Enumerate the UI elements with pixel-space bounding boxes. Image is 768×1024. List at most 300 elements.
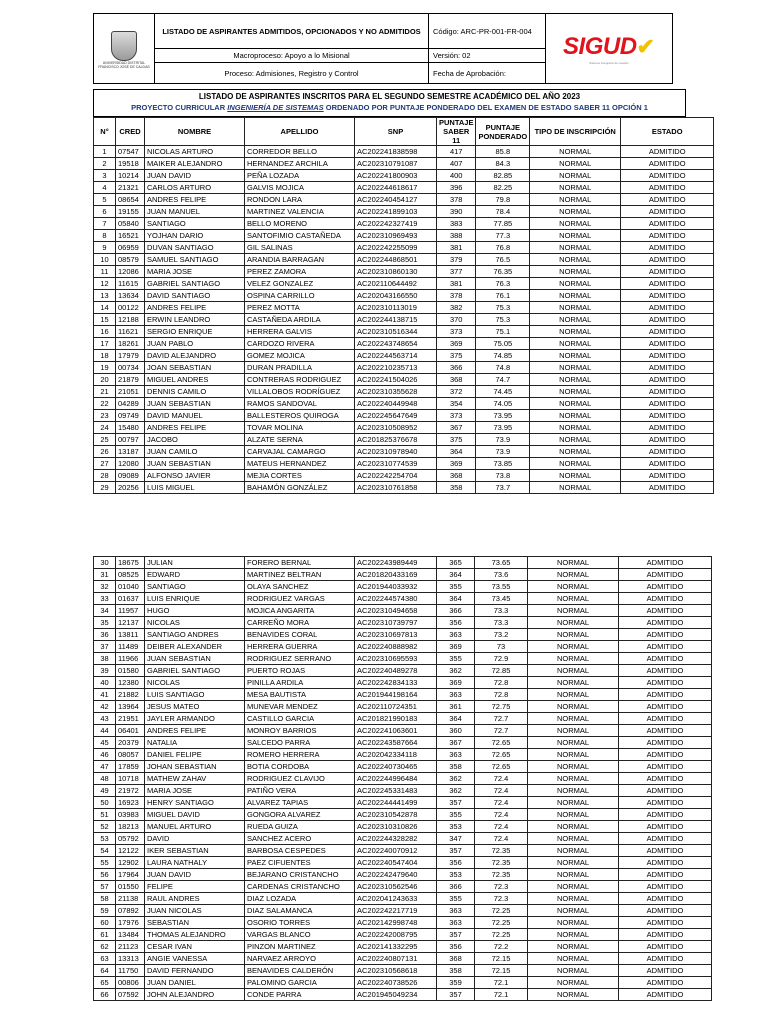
weighted-score: 72.7 <box>475 713 528 725</box>
status: ADMITIDO <box>619 665 712 677</box>
status: ADMITIDO <box>621 470 714 482</box>
cred: 18675 <box>116 557 145 569</box>
snp: AC202244441499 <box>355 797 437 809</box>
first-name: ANGIE VANESSA <box>145 953 245 965</box>
approval-date: Fecha de Aprobación: <box>429 63 546 84</box>
table-row <box>94 557 712 569</box>
cred: 01637 <box>116 593 145 605</box>
inscription-type: NORMAL <box>528 965 619 977</box>
first-name: DAVID <box>145 833 245 845</box>
row-number: 46 <box>94 749 116 761</box>
saber11-score: 363 <box>437 905 475 917</box>
saber11-score: 366 <box>437 881 475 893</box>
row-number: 17 <box>94 338 116 350</box>
table-row <box>94 677 712 689</box>
snp: AC202240730465 <box>355 761 437 773</box>
cred: 06959 <box>116 242 145 254</box>
table-row <box>94 641 712 653</box>
row-number: 29 <box>94 482 116 494</box>
snp: AC202042334118 <box>355 749 437 761</box>
first-name: SEBASTIAN <box>145 917 245 929</box>
weighted-score: 72.4 <box>475 773 528 785</box>
snp: AC202242008795 <box>355 929 437 941</box>
first-name: DAVID ALEJANDRO <box>145 350 245 362</box>
row-number: 1 <box>94 146 116 158</box>
first-name: CESAR IVAN <box>145 941 245 953</box>
row-number: 2 <box>94 158 116 170</box>
weighted-score: 73.9 <box>476 446 530 458</box>
status: ADMITIDO <box>621 218 714 230</box>
surname: PINILLA ARDILA <box>245 677 355 689</box>
saber11-score: 379 <box>437 254 476 266</box>
ordering-note: ORDENADO POR PUNTAJE PONDERADO DEL EXAMEN DE ESTADO SABER 11 OPCIÓN 1 <box>325 103 648 112</box>
snp: AC202240489278 <box>355 665 437 677</box>
table-row <box>94 929 712 941</box>
status: ADMITIDO <box>619 773 712 785</box>
weighted-score: 72.3 <box>475 881 528 893</box>
status: ADMITIDO <box>621 278 714 290</box>
inscription-type: NORMAL <box>528 809 619 821</box>
status: ADMITIDO <box>621 314 714 326</box>
cred: 18213 <box>116 821 145 833</box>
table-row <box>94 617 712 629</box>
saber11-score: 358 <box>437 965 475 977</box>
document-title: LISTADO DE ASPIRANTES ADMITIDOS, OPCIONADOS Y NO ADMITIDOS <box>155 14 429 49</box>
saber11-score: 368 <box>437 374 476 386</box>
inscription-type: NORMAL <box>528 845 619 857</box>
first-name: MATHEW ZAHAV <box>145 773 245 785</box>
first-name: DAVID SANTIAGO <box>145 290 245 302</box>
saber11-score: 356 <box>437 617 475 629</box>
surname: BENAVIDES CALDERÓN <box>245 965 355 977</box>
row-number: 40 <box>94 677 116 689</box>
surname: HERRERA GALVIS <box>245 326 355 338</box>
status: ADMITIDO <box>621 362 714 374</box>
status: ADMITIDO <box>621 350 714 362</box>
first-name: SANTIAGO ANDRES <box>145 629 245 641</box>
snp: AC202041243633 <box>355 893 437 905</box>
first-name: JUAN DAVID <box>145 170 245 182</box>
row-number: 6 <box>94 206 116 218</box>
surname: RUEDA GUIZA <box>245 821 355 833</box>
first-name: JUAN SEBASTIAN <box>145 398 245 410</box>
saber11-score: 372 <box>437 386 476 398</box>
snp: AC202310568618 <box>355 965 437 977</box>
snp: AC202310774539 <box>355 458 437 470</box>
weighted-score: 75.3 <box>476 314 530 326</box>
table-row <box>94 701 712 713</box>
surname: GONGORA ALVAREZ <box>245 809 355 821</box>
table-row <box>94 194 714 206</box>
cred: 08525 <box>116 569 145 581</box>
col-header-weighted: PUNTAJE PONDERADO <box>476 118 530 146</box>
cred: 21972 <box>116 785 145 797</box>
snp: AC202242217719 <box>355 905 437 917</box>
row-number: 11 <box>94 266 116 278</box>
inscription-type: NORMAL <box>528 605 619 617</box>
table-row <box>94 989 712 1001</box>
university-shield-icon <box>111 31 137 61</box>
surname: ALVAREZ TAPIAS <box>245 797 355 809</box>
weighted-score: 72.1 <box>475 989 528 1001</box>
inscription-type: NORMAL <box>528 629 619 641</box>
table-row <box>94 869 712 881</box>
cred: 21882 <box>116 689 145 701</box>
process: Proceso: Admisiones, Registro y Control <box>155 63 429 84</box>
listing-title-line2 <box>94 103 685 112</box>
surname: VILLALOBOS RODRÍGUEZ <box>245 386 355 398</box>
sigud-logo <box>546 14 673 84</box>
table-row <box>94 689 712 701</box>
status: ADMITIDO <box>619 857 712 869</box>
cred: 09089 <box>116 470 145 482</box>
snp: AC201820433169 <box>355 569 437 581</box>
row-number: 19 <box>94 362 116 374</box>
first-name: LUIS SANTIAGO <box>145 689 245 701</box>
cred: 21051 <box>116 386 145 398</box>
cred: 01040 <box>116 581 145 593</box>
weighted-score: 74.45 <box>476 386 530 398</box>
table-row <box>94 917 712 929</box>
table-row <box>94 725 712 737</box>
table-row <box>94 314 714 326</box>
snp: AC201821990183 <box>355 713 437 725</box>
weighted-score: 75.05 <box>476 338 530 350</box>
surname: MESA BAUTISTA <box>245 689 355 701</box>
cred: 21321 <box>116 182 145 194</box>
saber11-score: 381 <box>437 278 476 290</box>
status: ADMITIDO <box>621 326 714 338</box>
row-number: 27 <box>94 458 116 470</box>
university-logo <box>94 14 155 84</box>
inscription-type: NORMAL <box>528 977 619 989</box>
cred: 00797 <box>116 434 145 446</box>
snp: AC202310562546 <box>355 881 437 893</box>
weighted-score: 74.8 <box>476 362 530 374</box>
snp: AC202142998748 <box>355 917 437 929</box>
row-number: 63 <box>94 953 116 965</box>
table-row <box>94 629 712 641</box>
saber11-score: 362 <box>437 773 475 785</box>
cred: 13187 <box>116 446 145 458</box>
weighted-score: 77.85 <box>476 218 530 230</box>
weighted-score: 72.7 <box>475 725 528 737</box>
table-row <box>94 446 714 458</box>
saber11-score: 400 <box>437 170 476 182</box>
university-name: UNIVERSIDAD DISTRITAL FRANCISCO JOSÉ DE CALDAS <box>98 61 150 69</box>
surname: SALCEDO PARRA <box>245 737 355 749</box>
weighted-score: 76.35 <box>476 266 530 278</box>
col-header-name: NOMBRE <box>145 118 245 146</box>
cred: 17976 <box>116 917 145 929</box>
first-name: JUAN DANIEL <box>145 977 245 989</box>
saber11-score: 375 <box>437 434 476 446</box>
status: ADMITIDO <box>621 290 714 302</box>
surname: ARANDIA BARRAGAN <box>245 254 355 266</box>
inscription-type: NORMAL <box>530 230 621 242</box>
saber11-score: 353 <box>437 869 475 881</box>
status: ADMITIDO <box>619 689 712 701</box>
table-row <box>94 290 714 302</box>
row-number: 16 <box>94 326 116 338</box>
weighted-score: 76.3 <box>476 278 530 290</box>
cred: 05792 <box>116 833 145 845</box>
saber11-score: 363 <box>437 689 475 701</box>
first-name: ALFONSO JAVIER <box>145 470 245 482</box>
inscription-type: NORMAL <box>528 797 619 809</box>
col-header-surname: APELLIDO <box>245 118 355 146</box>
surname: BAHAMÓN GONZÁLEZ <box>245 482 355 494</box>
surname: PINZON MARTINEZ <box>245 941 355 953</box>
first-name: DUVAN SANTIAGO <box>145 242 245 254</box>
status: ADMITIDO <box>621 266 714 278</box>
cred: 01580 <box>116 665 145 677</box>
cred: 00734 <box>116 362 145 374</box>
row-number: 9 <box>94 242 116 254</box>
first-name: LAURA NATHALY <box>145 857 245 869</box>
weighted-score: 76.8 <box>476 242 530 254</box>
surname: PALOMINO GARCIA <box>245 977 355 989</box>
cred: 21951 <box>116 713 145 725</box>
surname: CONDE PARRA <box>245 989 355 1001</box>
row-number: 55 <box>94 857 116 869</box>
snp: AC202244574380 <box>355 593 437 605</box>
surname: PATIÑO VERA <box>245 785 355 797</box>
row-number: 15 <box>94 314 116 326</box>
first-name: JACOBO <box>145 434 245 446</box>
surname: PEREZ ZAMORA <box>245 266 355 278</box>
table-row <box>94 398 714 410</box>
status: ADMITIDO <box>619 905 712 917</box>
weighted-score: 73.45 <box>475 593 528 605</box>
snp: AC202243989449 <box>355 557 437 569</box>
inscription-type: NORMAL <box>528 785 619 797</box>
cred: 06401 <box>116 725 145 737</box>
cred: 10718 <box>116 773 145 785</box>
row-number: 64 <box>94 965 116 977</box>
table-row <box>94 761 712 773</box>
snp: AC202242327419 <box>355 218 437 230</box>
weighted-score: 74.85 <box>476 350 530 362</box>
table-row <box>94 146 714 158</box>
weighted-score: 72.2 <box>475 941 528 953</box>
saber11-score: 366 <box>437 362 476 374</box>
inscription-type: NORMAL <box>528 689 619 701</box>
surname: VARGAS BLANCO <box>245 929 355 941</box>
status: ADMITIDO <box>619 929 712 941</box>
saber11-score: 358 <box>437 761 475 773</box>
table-row <box>94 386 714 398</box>
row-number: 5 <box>94 194 116 206</box>
status: ADMITIDO <box>621 410 714 422</box>
saber11-score: 362 <box>437 785 475 797</box>
inscription-type: NORMAL <box>530 290 621 302</box>
row-number: 62 <box>94 941 116 953</box>
surname: CARDENAS CRISTANCHO <box>245 881 355 893</box>
saber11-score: 355 <box>437 809 475 821</box>
table-row <box>94 338 714 350</box>
row-number: 61 <box>94 929 116 941</box>
surname: CARREÑO MORA <box>245 617 355 629</box>
cred: 12137 <box>116 617 145 629</box>
status: ADMITIDO <box>621 374 714 386</box>
snp: AC202310494658 <box>355 605 437 617</box>
row-number: 28 <box>94 470 116 482</box>
saber11-score: 355 <box>437 653 475 665</box>
status: ADMITIDO <box>619 581 712 593</box>
snp: AC202243748654 <box>355 338 437 350</box>
weighted-score: 72.9 <box>475 653 528 665</box>
surname: DURAN PRADILLA <box>245 362 355 374</box>
row-number: 26 <box>94 446 116 458</box>
row-number: 66 <box>94 989 116 1001</box>
table-row <box>94 845 712 857</box>
status: ADMITIDO <box>621 434 714 446</box>
first-name: JAYLER ARMANDO <box>145 713 245 725</box>
saber11-score: 358 <box>437 482 476 494</box>
cred: 11615 <box>116 278 145 290</box>
status: ADMITIDO <box>621 206 714 218</box>
first-name: EDWARD <box>145 569 245 581</box>
first-name: DANIEL FELIPE <box>145 749 245 761</box>
inscription-type: NORMAL <box>530 338 621 350</box>
row-number: 56 <box>94 869 116 881</box>
inscription-type: NORMAL <box>530 362 621 374</box>
inscription-type: NORMAL <box>528 989 619 1001</box>
snp: AC202043166550 <box>355 290 437 302</box>
first-name: DAVID FERNANDO <box>145 965 245 977</box>
cred: 08654 <box>116 194 145 206</box>
first-name: DENNIS CAMILO <box>145 386 245 398</box>
inscription-type: NORMAL <box>530 374 621 386</box>
saber11-score: 355 <box>437 893 475 905</box>
first-name: JOHAN SEBASTIAN <box>145 761 245 773</box>
inscription-type: NORMAL <box>528 941 619 953</box>
weighted-score: 72.25 <box>475 905 528 917</box>
cred: 08579 <box>116 254 145 266</box>
surname: TOVAR MOLINA <box>245 422 355 434</box>
snp: AC202245647649 <box>355 410 437 422</box>
surname: BELLO MORENO <box>245 218 355 230</box>
weighted-score: 72.4 <box>475 797 528 809</box>
first-name: JOAN SEBASTIAN <box>145 362 245 374</box>
col-header-cred: CRED <box>116 118 145 146</box>
first-name: SANTIAGO <box>145 218 245 230</box>
status: ADMITIDO <box>619 989 712 1001</box>
row-number: 43 <box>94 713 116 725</box>
inscription-type: NORMAL <box>528 869 619 881</box>
surname: SANCHEZ ACERO <box>245 833 355 845</box>
snp: AC202240449948 <box>355 398 437 410</box>
status: ADMITIDO <box>619 593 712 605</box>
cred: 08057 <box>116 749 145 761</box>
snp: AC202310508952 <box>355 422 437 434</box>
weighted-score: 75.3 <box>476 302 530 314</box>
surname: GIL SALINAS <box>245 242 355 254</box>
inscription-type: NORMAL <box>530 182 621 194</box>
table-row <box>94 170 714 182</box>
status: ADMITIDO <box>619 809 712 821</box>
surname: CARVAJAL CAMARGO <box>245 446 355 458</box>
weighted-score: 73.9 <box>476 434 530 446</box>
col-header-saber11: PUNTAJE SABER 11 <box>437 118 476 146</box>
first-name: ANDRES FELIPE <box>145 422 245 434</box>
weighted-score: 72.4 <box>475 821 528 833</box>
saber11-score: 369 <box>437 458 476 470</box>
row-number: 22 <box>94 398 116 410</box>
weighted-score: 78.4 <box>476 206 530 218</box>
table-row <box>94 569 712 581</box>
row-number: 44 <box>94 725 116 737</box>
cred: 12902 <box>116 857 145 869</box>
row-number: 3 <box>94 170 116 182</box>
inscription-type: NORMAL <box>528 641 619 653</box>
row-number: 31 <box>94 569 116 581</box>
snp: AC201945049234 <box>355 989 437 1001</box>
row-number: 58 <box>94 893 116 905</box>
snp: AC201944198164 <box>355 689 437 701</box>
status: ADMITIDO <box>619 977 712 989</box>
status: ADMITIDO <box>619 749 712 761</box>
snp: AC202244563714 <box>355 350 437 362</box>
weighted-score: 73.3 <box>475 617 528 629</box>
cred: 12188 <box>116 314 145 326</box>
snp: AC202241838598 <box>355 146 437 158</box>
cred: 09749 <box>116 410 145 422</box>
status: ADMITIDO <box>619 737 712 749</box>
table-body-page1 <box>94 146 714 494</box>
first-name: NICOLAS ARTURO <box>145 146 245 158</box>
surname: PEREZ MOTTA <box>245 302 355 314</box>
status: ADMITIDO <box>619 605 712 617</box>
weighted-score: 72.35 <box>475 845 528 857</box>
snp: AC202243587664 <box>355 737 437 749</box>
table-row <box>94 434 714 446</box>
saber11-score: 367 <box>437 422 476 434</box>
inscription-type: NORMAL <box>530 458 621 470</box>
snp: AC202244996484 <box>355 773 437 785</box>
status: ADMITIDO <box>619 893 712 905</box>
saber11-score: 361 <box>437 701 475 713</box>
weighted-score: 72.35 <box>475 857 528 869</box>
status: ADMITIDO <box>619 833 712 845</box>
table-row <box>94 158 714 170</box>
status: ADMITIDO <box>619 617 712 629</box>
status: ADMITIDO <box>619 761 712 773</box>
inscription-type: NORMAL <box>528 677 619 689</box>
first-name: MARIA JOSE <box>145 266 245 278</box>
snp: AC202241899103 <box>355 206 437 218</box>
weighted-score: 76.1 <box>476 290 530 302</box>
status: ADMITIDO <box>621 158 714 170</box>
saber11-score: 354 <box>437 398 476 410</box>
saber11-score: 363 <box>437 749 475 761</box>
inscription-type: NORMAL <box>528 953 619 965</box>
cred: 21138 <box>116 893 145 905</box>
snp: AC202310739797 <box>355 617 437 629</box>
surname: DIAZ LOZADA <box>245 893 355 905</box>
inscription-type: NORMAL <box>530 410 621 422</box>
col-header-status: ESTADO <box>621 118 714 146</box>
cred: 12380 <box>116 677 145 689</box>
surname: OLAYA SANCHEZ <box>245 581 355 593</box>
row-number: 36 <box>94 629 116 641</box>
weighted-score: 79.8 <box>476 194 530 206</box>
row-number: 24 <box>94 422 116 434</box>
saber11-score: 357 <box>437 797 475 809</box>
weighted-score: 72.3 <box>475 893 528 905</box>
first-name: MANUEL ARTURO <box>145 821 245 833</box>
